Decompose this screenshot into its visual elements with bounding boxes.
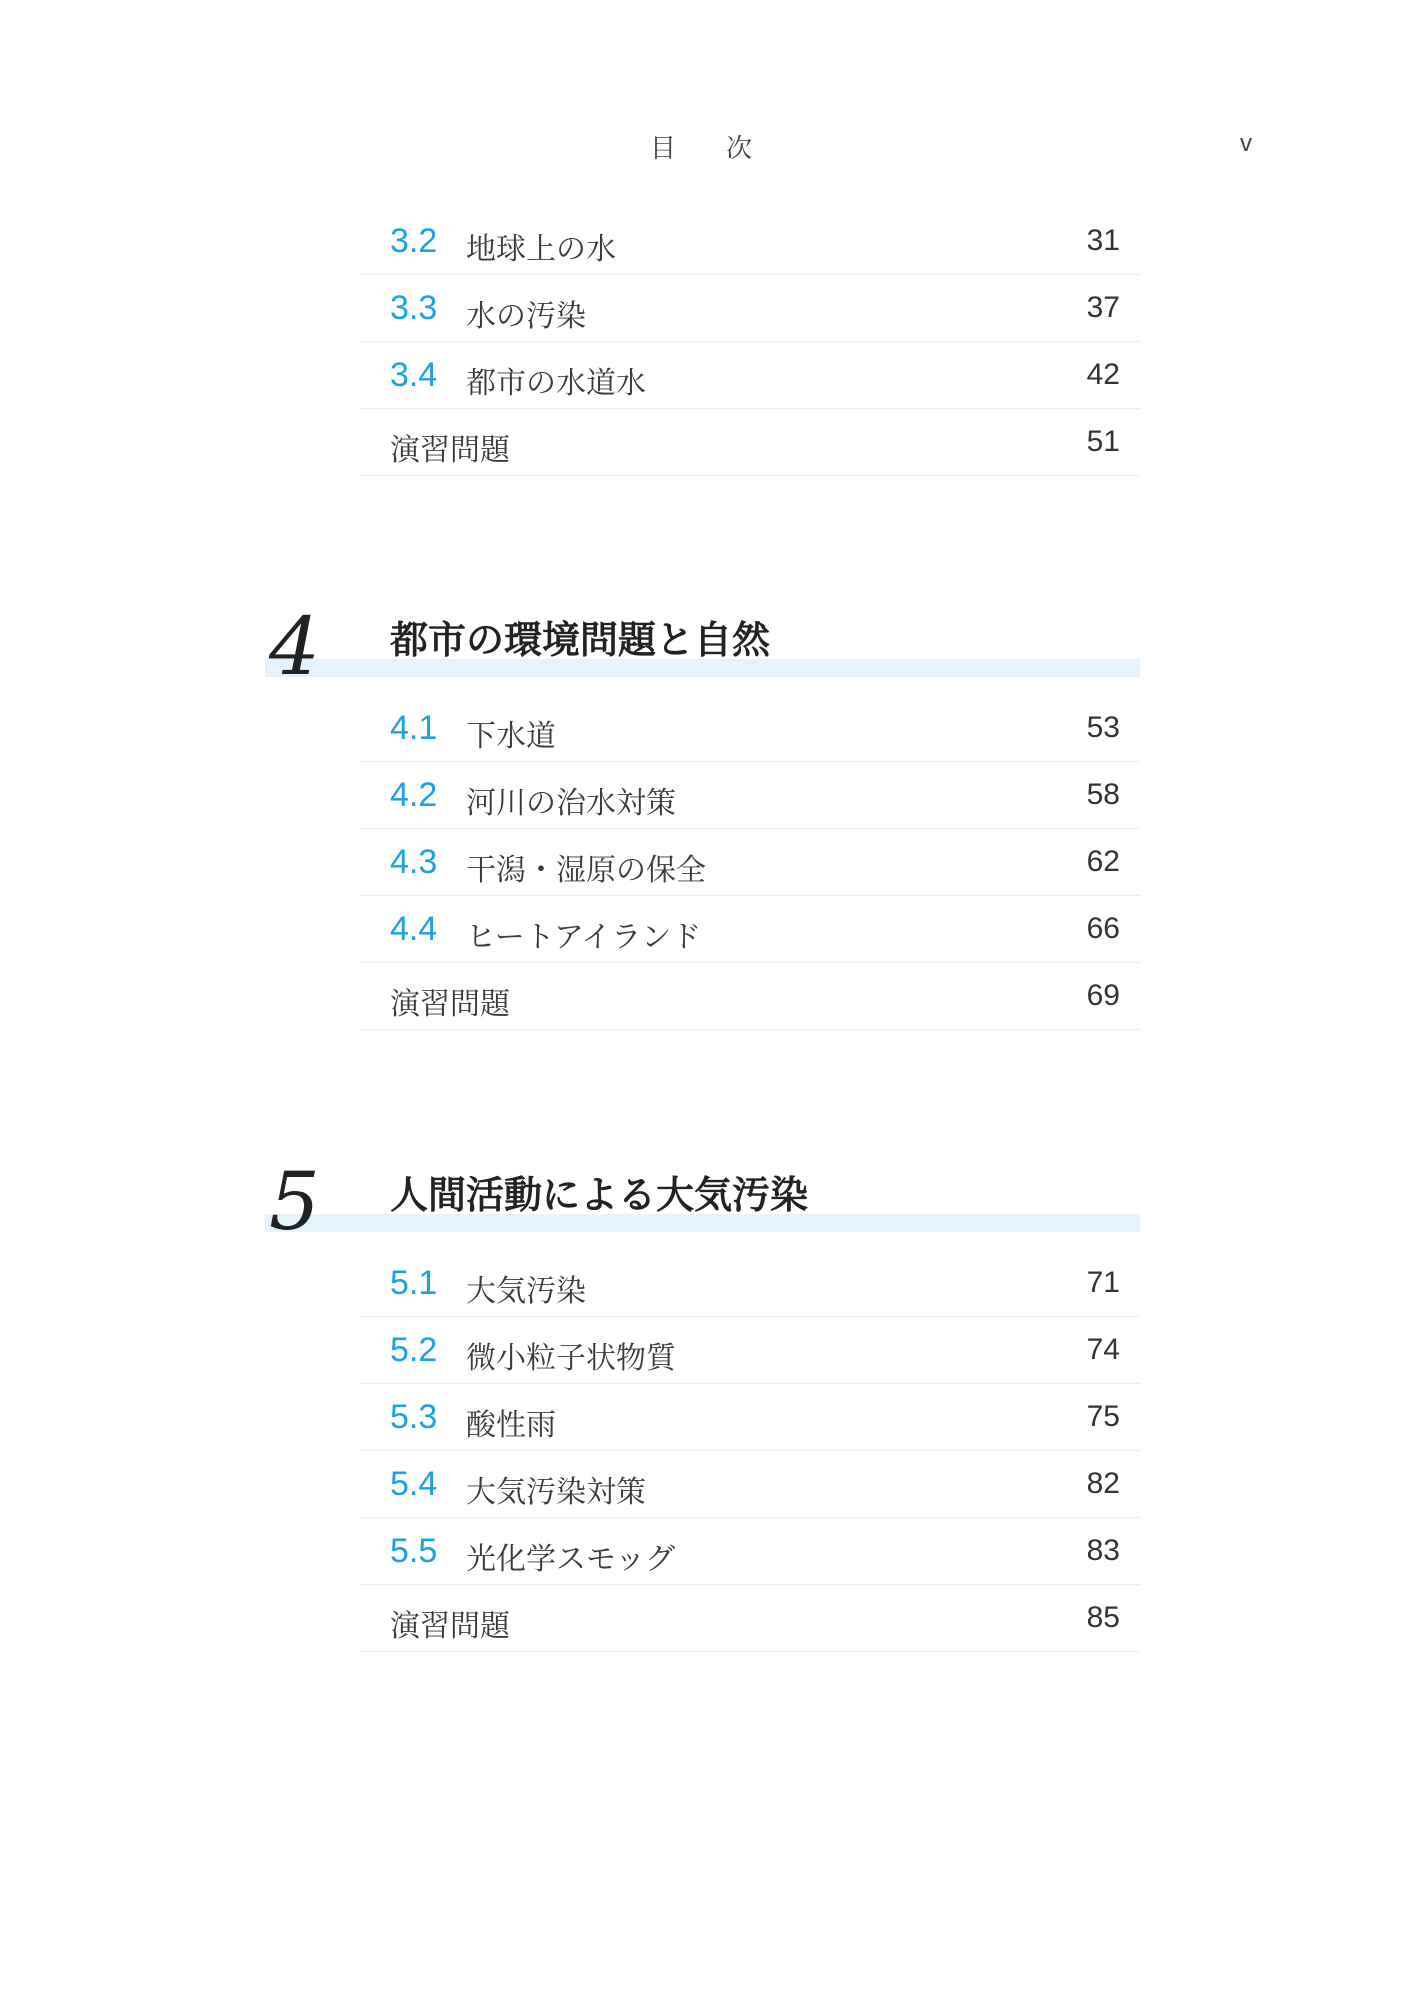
- page-number: 37: [1086, 291, 1120, 324]
- toc-entry[interactable]: [360, 208, 1140, 275]
- page-number: 62: [1086, 845, 1120, 878]
- page-number: 66: [1086, 912, 1120, 945]
- chapter-title: 都市の環境問題と自然: [390, 618, 771, 662]
- section-title: 下水道: [466, 719, 556, 754]
- toc-entry[interactable]: [360, 1250, 1140, 1317]
- section-title: 大気汚染対策: [466, 1475, 646, 1510]
- exercises-title: 演習問題: [390, 433, 510, 468]
- exercises-title: 演習問題: [390, 1609, 510, 1644]
- toc-chapter4: [360, 695, 1140, 1030]
- page-number: 58: [1086, 778, 1120, 811]
- section-title: 酸性雨: [466, 1408, 556, 1443]
- page-number: 69: [1086, 979, 1120, 1012]
- toc-entry-exercises[interactable]: [360, 1585, 1140, 1652]
- chapter-title: 人間活動による大気汚染: [390, 1173, 809, 1217]
- toc-entry[interactable]: [360, 762, 1140, 829]
- section-title: 河川の治水対策: [466, 786, 676, 821]
- section-number: 4.1: [390, 709, 438, 747]
- section-number: 3.3: [390, 289, 438, 327]
- toc-entry[interactable]: [360, 342, 1140, 409]
- page-number: 31: [1086, 224, 1120, 257]
- section-title: 大気汚染: [466, 1274, 586, 1309]
- toc-chapter5: [360, 1250, 1140, 1652]
- toc-entry[interactable]: [360, 1317, 1140, 1384]
- page-number: 42: [1086, 358, 1120, 391]
- toc-entry[interactable]: [360, 695, 1140, 762]
- section-number: 3.4: [390, 356, 438, 394]
- section-title: 地球上の水: [466, 232, 616, 267]
- section-number: 3.2: [390, 222, 438, 260]
- page-number: 75: [1086, 1400, 1120, 1433]
- chapter-5-heading[interactable]: [265, 1152, 1140, 1248]
- chapter-number: 5: [269, 1155, 320, 1248]
- toc-entry[interactable]: [360, 275, 1140, 342]
- chapter-number: 4: [269, 600, 320, 693]
- section-number: 4.3: [390, 843, 438, 881]
- running-head: [0, 128, 1409, 168]
- section-title: ヒートアイランド: [466, 920, 702, 955]
- section-number: 5.1: [390, 1264, 438, 1302]
- section-number: 5.4: [390, 1465, 438, 1503]
- section-title: 水の汚染: [466, 299, 586, 334]
- page-number: 85: [1086, 1601, 1120, 1634]
- section-number: 5.2: [390, 1331, 438, 1369]
- running-head-title: 目次: [650, 134, 803, 164]
- section-number: 4.2: [390, 776, 438, 814]
- toc-entry-exercises[interactable]: [360, 409, 1140, 476]
- section-number: 4.4: [390, 910, 438, 948]
- page-number: 83: [1086, 1534, 1120, 1567]
- toc-entry[interactable]: [360, 1518, 1140, 1585]
- chapter-4-heading[interactable]: [265, 597, 1140, 693]
- section-title: 都市の水道水: [466, 366, 646, 401]
- page-number: 51: [1086, 425, 1120, 458]
- section-number: 5.5: [390, 1532, 438, 1570]
- section-title: 微小粒子状物質: [466, 1341, 676, 1376]
- page-number: 71: [1086, 1266, 1120, 1299]
- toc-entry[interactable]: [360, 829, 1140, 896]
- exercises-title: 演習問題: [390, 987, 510, 1022]
- page-number: 74: [1086, 1333, 1120, 1366]
- section-title: 干潟・湿原の保全: [466, 853, 706, 888]
- page-number: 82: [1086, 1467, 1120, 1500]
- toc-chapter3-continued: [360, 208, 1140, 476]
- toc-entry[interactable]: [360, 896, 1140, 963]
- section-number: 5.3: [390, 1398, 438, 1436]
- page-number: 53: [1086, 711, 1120, 744]
- section-title: 光化学スモッグ: [466, 1542, 676, 1577]
- toc-entry[interactable]: [360, 1451, 1140, 1518]
- toc-entry-exercises[interactable]: [360, 963, 1140, 1030]
- toc-entry[interactable]: [360, 1384, 1140, 1451]
- running-head-page-number: v: [1240, 130, 1252, 157]
